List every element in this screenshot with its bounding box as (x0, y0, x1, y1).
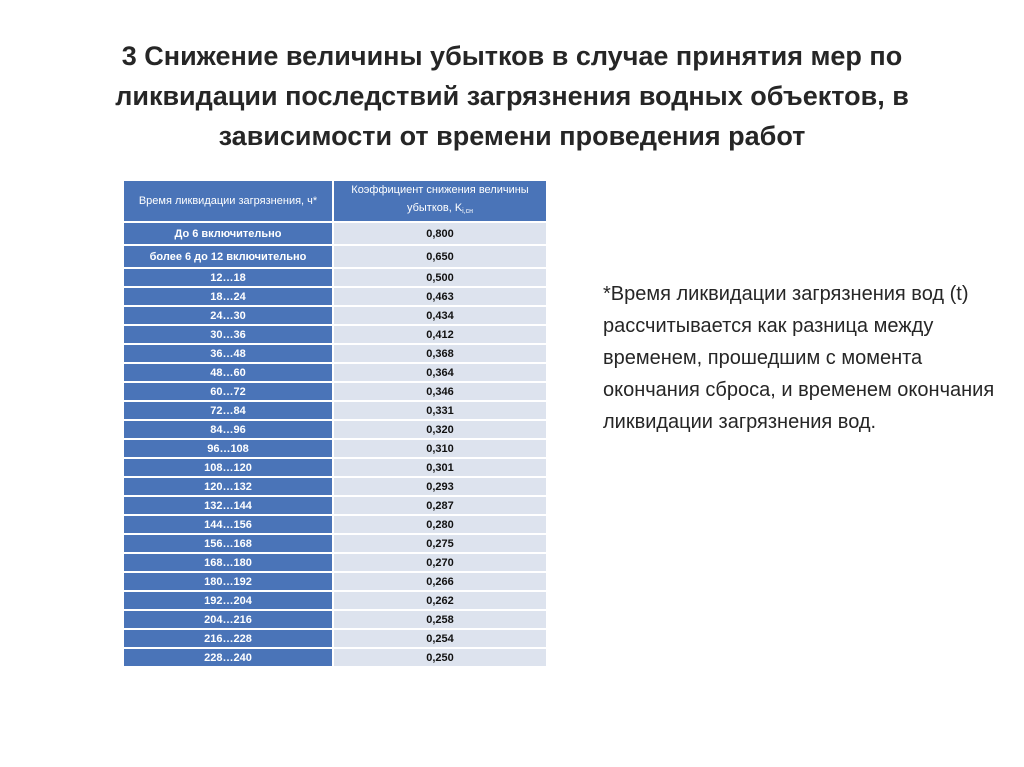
coefficient-cell: 0,434 (334, 307, 546, 324)
table-row (124, 246, 546, 267)
coefficient-cell: 0,280 (334, 516, 546, 533)
time-range-cell: 30…36 (124, 326, 334, 343)
table-row (124, 326, 546, 343)
table-row (124, 345, 546, 362)
table-row (124, 554, 546, 571)
time-range-cell: 108…120 (124, 459, 334, 476)
time-range-cell: 228…240 (124, 649, 334, 666)
coefficient-cell: 0,301 (334, 459, 546, 476)
coefficient-cell: 0,250 (334, 649, 546, 666)
time-range-cell: 18…24 (124, 288, 334, 305)
table-body (124, 223, 546, 666)
coefficient-cell: 0,331 (334, 402, 546, 419)
coefficient-cell: 0,346 (334, 383, 546, 400)
coefficient-cell: 0,293 (334, 478, 546, 495)
coefficient-cell: 0,310 (334, 440, 546, 457)
coefficient-table-container (124, 181, 546, 668)
header-coefficient-main: Коэффициент снижения величины убытков, K (351, 184, 529, 214)
time-range-cell: более 6 до 12 включительно (124, 246, 334, 267)
coefficient-cell: 0,258 (334, 611, 546, 628)
table-row (124, 573, 546, 590)
time-range-cell: 120…132 (124, 478, 334, 495)
time-range-cell: 36…48 (124, 345, 334, 362)
time-range-cell: 12…18 (124, 269, 334, 286)
coefficient-cell: 0,320 (334, 421, 546, 438)
table-row (124, 383, 546, 400)
time-range-cell: 132…144 (124, 497, 334, 514)
table-row (124, 288, 546, 305)
table-row (124, 535, 546, 552)
time-range-cell: 84…96 (124, 421, 334, 438)
time-range-cell: 180…192 (124, 573, 334, 590)
time-range-cell: До 6 включительно (124, 223, 334, 244)
coefficient-cell: 0,412 (334, 326, 546, 343)
time-range-cell: 96…108 (124, 440, 334, 457)
time-range-cell: 192…204 (124, 592, 334, 609)
time-range-cell: 156…168 (124, 535, 334, 552)
coefficient-cell: 0,650 (334, 246, 546, 267)
header-coefficient (334, 181, 546, 221)
coefficient-cell: 0,270 (334, 554, 546, 571)
table-row (124, 592, 546, 609)
table-row (124, 269, 546, 286)
time-range-cell: 216…228 (124, 630, 334, 647)
table-row (124, 649, 546, 666)
header-time: Время ликвидации загрязнения, ч* (124, 181, 334, 221)
time-range-cell: 48…60 (124, 364, 334, 381)
coefficient-cell: 0,254 (334, 630, 546, 647)
coefficient-cell: 0,463 (334, 288, 546, 305)
table-row (124, 402, 546, 419)
coefficient-cell: 0,364 (334, 364, 546, 381)
table-row (124, 223, 546, 244)
coefficient-cell: 0,262 (334, 592, 546, 609)
coefficient-table (124, 179, 546, 668)
time-range-cell: 168…180 (124, 554, 334, 571)
slide-title: 3 Снижение величины убытков в случае принятия мер по ликвидации последствий загрязнения водных объектов, в зависимости от времени проведения работ (115, 41, 909, 151)
coefficient-cell: 0,266 (334, 573, 546, 590)
footnote: *Время ликвидации загрязнения вод (t) рассчитывается как разница между временем, прошедшим с момента окончания сброса, и временем окончания ликвидации загрязнения вод. (603, 283, 995, 433)
time-range-cell: 72…84 (124, 402, 334, 419)
table-row (124, 630, 546, 647)
time-range-cell: 204…216 (124, 611, 334, 628)
coefficient-cell: 0,500 (334, 269, 546, 286)
coefficient-cell: 0,287 (334, 497, 546, 514)
table-row (124, 307, 546, 324)
table-row (124, 478, 546, 495)
coefficient-cell: 0,275 (334, 535, 546, 552)
time-range-cell: 144…156 (124, 516, 334, 533)
table-row (124, 459, 546, 476)
time-range-cell: 24…30 (124, 307, 334, 324)
table-row (124, 497, 546, 514)
table-header-row (124, 181, 546, 221)
coefficient-cell: 0,368 (334, 345, 546, 362)
table-row (124, 516, 546, 533)
coefficient-cell: 0,800 (334, 223, 546, 244)
table-row (124, 364, 546, 381)
header-coefficient-subscript: i,сн (462, 208, 474, 215)
table-row (124, 440, 546, 457)
time-range-cell: 60…72 (124, 383, 334, 400)
table-row (124, 611, 546, 628)
table-row (124, 421, 546, 438)
